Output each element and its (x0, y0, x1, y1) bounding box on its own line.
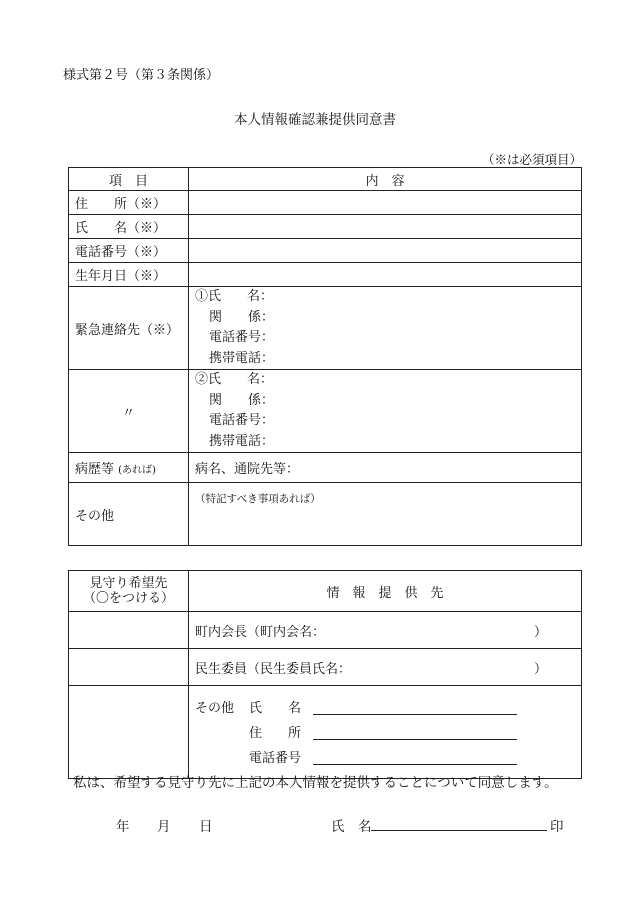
form-label: 様式第２号（第３条関係） (63, 68, 220, 83)
contact2-mobile-label: 携帯電話： (209, 433, 275, 449)
table-row (69, 483, 582, 546)
other-phone-label: 電話番号 (249, 751, 302, 766)
wish-label-1: 見守り希望先 (89, 576, 168, 591)
emergency-label: 緊急連絡先（※） (69, 287, 189, 370)
table-row (69, 686, 582, 779)
seal-mark: 印 (550, 819, 564, 835)
wish-header (69, 571, 189, 612)
address-field[interactable] (189, 191, 582, 215)
contact2-phone-label: 電話番号： (209, 413, 275, 428)
name-field[interactable] (189, 215, 582, 239)
other-provider-field[interactable] (189, 686, 582, 779)
other-address-line[interactable] (313, 727, 517, 740)
birth-label: 生年月日（※） (69, 263, 189, 287)
sig-name-line[interactable] (371, 815, 547, 831)
table-row (69, 287, 582, 370)
history-field[interactable]: 病名、通院先等： (189, 453, 582, 483)
table-row (69, 453, 582, 483)
col-item-header: 項 目 (69, 168, 189, 191)
contact2-relation-label: 関 係： (209, 392, 275, 408)
history-label: 病歴等 (75, 462, 115, 477)
table-row (69, 370, 582, 453)
chokai-field[interactable] (189, 612, 582, 649)
name-label: 氏 名（※） (69, 215, 189, 239)
wish-label-2: （〇をつける） (82, 591, 174, 606)
consent-statement: 私は、希望する見守り先に上記の本人情報を提供することについて同意します。 (73, 775, 558, 791)
other-name-label: 氏 名 (249, 701, 302, 716)
emergency-contact-1-field[interactable] (189, 287, 582, 370)
other-field[interactable] (189, 483, 582, 546)
sig-day: 日 (199, 819, 213, 835)
watch-provider-table (68, 570, 582, 779)
phone-label: 電話番号（※） (69, 239, 189, 263)
chokai-circle-cell[interactable] (69, 612, 189, 649)
table-header-row (69, 168, 582, 191)
contact1-name-label: ①氏 名： (195, 289, 274, 304)
table-header-row (69, 571, 582, 612)
other-note: （特記すべき事項あれば） (195, 492, 321, 505)
table-row (69, 215, 582, 239)
document-title: 本人情報確認兼提供同意書 (234, 112, 396, 128)
address-label: 住 所（※） (69, 191, 189, 215)
personal-info-table (68, 167, 582, 546)
sig-month: 月 (157, 819, 171, 835)
minsei-label: 民生委員（民生委員氏名： (195, 661, 352, 677)
other-circle-cell[interactable] (69, 686, 189, 779)
sig-year: 年 (116, 819, 130, 835)
table-row (69, 191, 582, 215)
chokai-close-paren: ） (533, 624, 547, 640)
history-note: (あれば) (118, 465, 156, 476)
provider-header: 情 報 提 供 先 (189, 571, 582, 612)
col-content-header: 内 容 (189, 168, 582, 191)
minsei-circle-cell[interactable] (69, 649, 189, 686)
chokai-label: 町内会長（町内会名： (195, 624, 326, 640)
contact1-phone-label: 電話番号： (209, 330, 275, 345)
history-label-cell (69, 453, 189, 483)
other-address-label: 住 所 (249, 726, 302, 741)
other-label: その他 (69, 483, 189, 546)
other-name-line[interactable] (313, 702, 517, 715)
contact1-mobile-label: 携帯電話： (209, 350, 275, 366)
minsei-field[interactable] (189, 649, 582, 686)
contact1-relation-label: 関 係： (209, 309, 275, 325)
required-note: （※は必須項目） (481, 152, 582, 167)
table-row (69, 263, 582, 287)
other-phone-line[interactable] (313, 752, 517, 765)
table-row (69, 649, 582, 686)
ditto-mark: 〃 (69, 370, 189, 453)
birth-field[interactable] (189, 263, 582, 287)
sig-name-label: 氏 名 (331, 819, 372, 835)
contact2-name-label: ②氏 名： (195, 372, 274, 387)
table-row (69, 239, 582, 263)
minsei-close-paren: ） (533, 661, 547, 677)
phone-field[interactable] (189, 239, 582, 263)
other-provider-label: その他 (195, 701, 235, 716)
emergency-contact-2-field[interactable] (189, 370, 582, 453)
table-row (69, 612, 582, 649)
